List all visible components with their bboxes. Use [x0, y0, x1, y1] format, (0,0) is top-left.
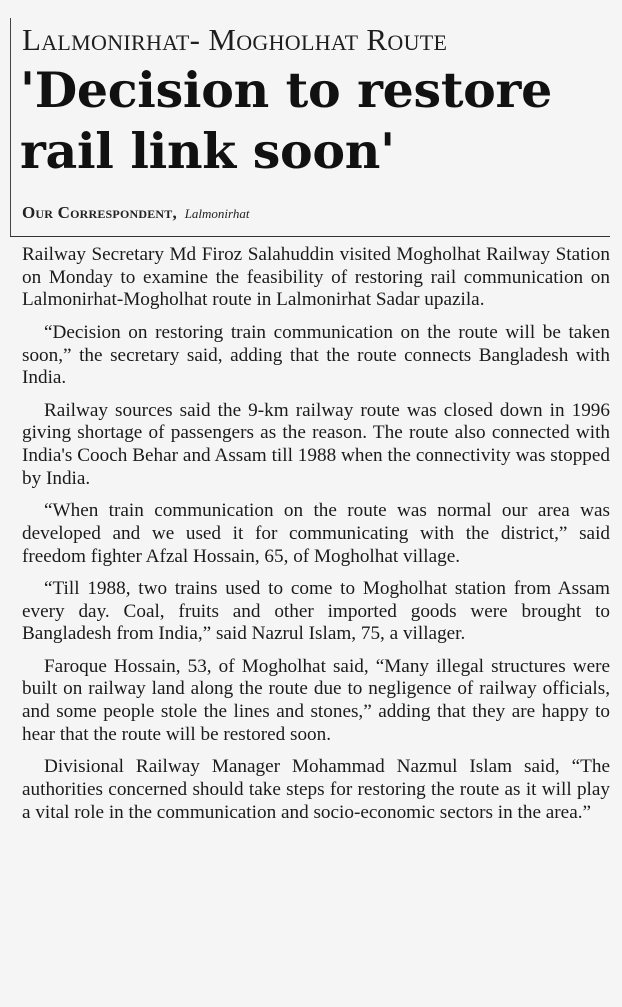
byline-divider	[10, 236, 610, 237]
article-paragraph: Railway Secretary Md Firoz Salahuddin visited Mogholhat Railway Station on Monday to examine the feasibility of restoring rail communication on Lalmonirhat-Mogholhat route in Lalmonirhat Sadar upazila.	[22, 244, 610, 311]
article-paragraph: “When train communication on the route was normal our area was developed and we used it for communicating with the district,” said freedom fighter Afzal Hossain, 65, of Mogholhat village.	[22, 500, 610, 567]
article-body	[22, 244, 610, 834]
byline	[22, 204, 612, 223]
headline: 'Decision to restore rail link soon'	[20, 61, 552, 180]
article-paragraph: “Till 1988, two trains used to come to Mogholhat station from Assam every day. Coal, fruits and other imported goods were brought to Bangladesh from India,” said Nazrul Islam, 75, a villager.	[22, 577, 610, 645]
article-paragraph: Divisional Railway Manager Mohammad Nazmul Islam said, “The authorities concerned should take steps for restoring the route as it will play a vital role in the communication and socio-economic sectors in the area.”	[22, 756, 610, 823]
article-paragraph: “Decision on restoring train communication on the route will be taken soon,” the secretary said, adding that the route connects Bangladesh with India.	[22, 321, 610, 389]
byline-location: Lalmonirhat	[184, 206, 250, 221]
kicker-route: Lalmonirhat- Mogholhat Route	[22, 22, 448, 57]
byline-author: Our Correspondent,	[22, 203, 177, 222]
article-paragraph: Faroque Hossain, 53, of Mogholhat said, “Many illegal structures were built on railway land along the route due to negligence of railway officials, and some people stole the lines and stones,” adding that they are happy to hear that the route will be restored soon.	[22, 655, 610, 745]
article-paragraph: Railway sources said the 9-km railway route was closed down in 1996 giving shortage of passengers as the reason. The route also connected with India's Cooch Behar and Assam till 1988 when the connectivity was stopped by India.	[22, 399, 610, 489]
headline-side-rule	[10, 18, 11, 236]
